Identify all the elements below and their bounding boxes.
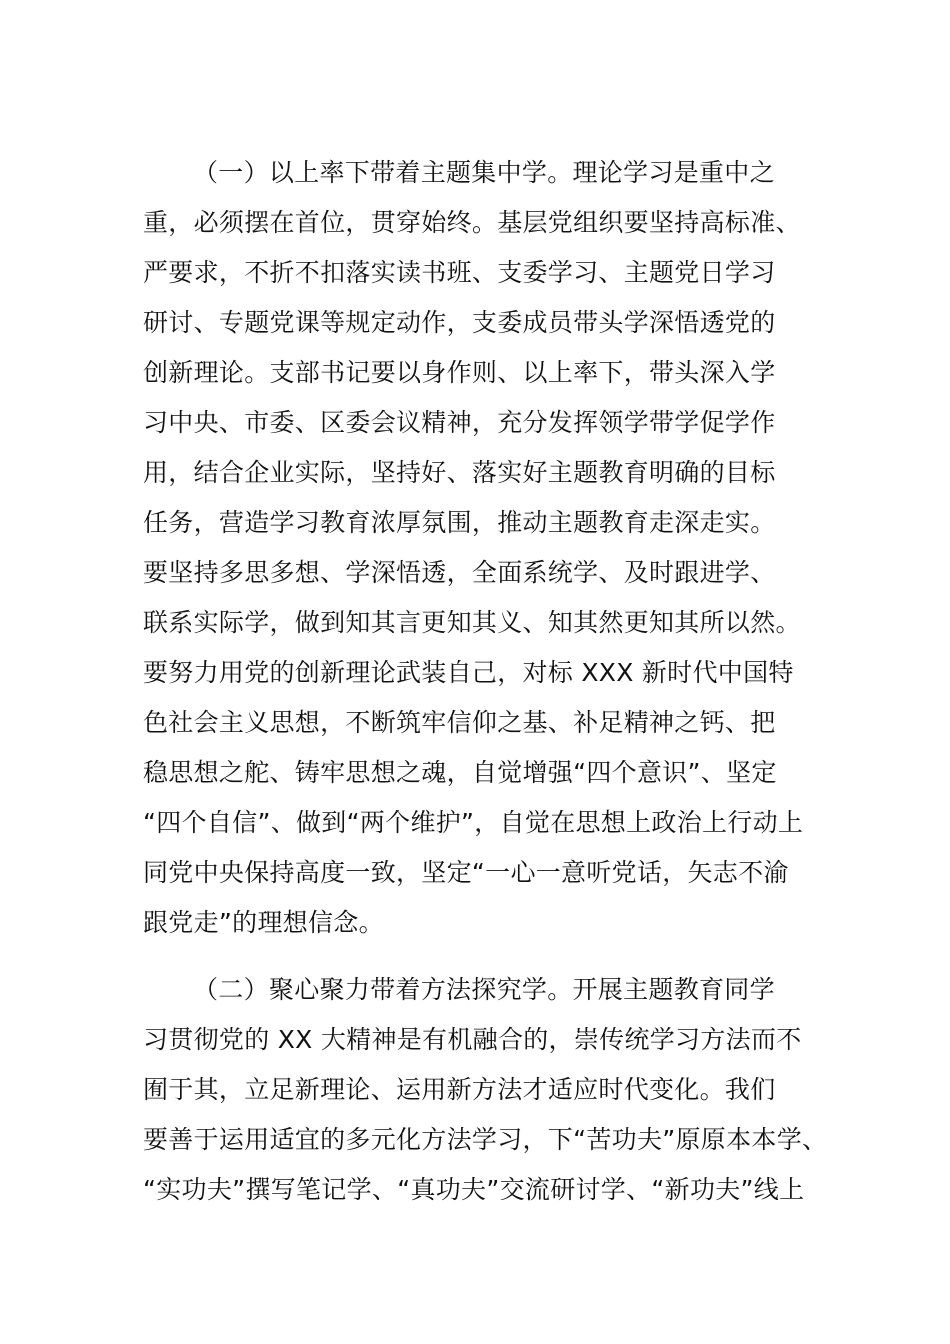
paragraph-line: 要善于运用适宜的多元化方法学习，下“苦功夫”原原本本学、	[143, 1125, 828, 1154]
paragraph-line: 同党中央保持高度一致，坚定“一心一意听党话，矢志不渝	[143, 858, 789, 887]
paragraph-line: “四个自信”、做到“两个维护”，自觉在思想上政治上行动上	[143, 808, 804, 837]
paragraph-line: 严要求，不折不扣落实读书班、支委学习、主题党日学习	[143, 258, 776, 287]
paragraph-line: 稳思想之舵、铸牢思想之魂，自觉增强“四个意识”、坚定	[143, 758, 777, 787]
paragraph-line: 要努力用党的创新理论武装自己，对标 XXX 新时代中国特	[143, 658, 794, 687]
paragraph-2	[143, 965, 843, 1215]
paragraph-line: 色社会主义思想，不断筑牢信仰之基、补足精神之钙、把	[143, 708, 776, 737]
paragraph-line: （二）聚心聚力带着方法探究学。开展主题教育同学	[193, 975, 775, 1004]
paragraph-line: “实功夫”撰写笔记学、“真功夫”交流研讨学、“新功夫”线上	[143, 1175, 805, 1204]
paragraph-line: 跟党走”的理想信念。	[143, 908, 384, 937]
paragraph-line: 要坚持多思多想、学深悟透，全面系统学、及时跟进学、	[143, 558, 776, 587]
paragraph-line: 联系实际学，做到知其言更知其义、知其然更知其所以然。	[143, 608, 801, 637]
paragraph-line: 任务，营造学习教育浓厚氛围，推动主题教育走深走实。	[143, 508, 776, 537]
paragraph-line: （一）以上率下带着主题集中学。理论学习是重中之	[193, 158, 775, 187]
paragraph-line: 用，结合企业实际，坚持好、落实好主题教育明确的目标	[143, 458, 776, 487]
paragraph-line: 习贯彻党的 XX 大精神是有机融合的，崇传统学习方法而不	[143, 1025, 802, 1054]
paragraph-line: 重，必须摆在首位，贯穿始终。基层党组织要坚持高标准、	[143, 208, 801, 237]
paragraph-line: 研讨、专题党课等规定动作，支委成员带头学深悟透党的	[143, 308, 776, 337]
paragraph-1	[143, 148, 843, 948]
paragraph-line: 囿于其，立足新理论、运用新方法才适应时代变化。我们	[143, 1075, 776, 1104]
paragraph-line: 习中央、市委、区委会议精神，充分发挥领学带学促学作	[143, 408, 776, 437]
paragraph-line: 创新理论。支部书记要以身作则、以上率下，带头深入学	[143, 358, 776, 387]
